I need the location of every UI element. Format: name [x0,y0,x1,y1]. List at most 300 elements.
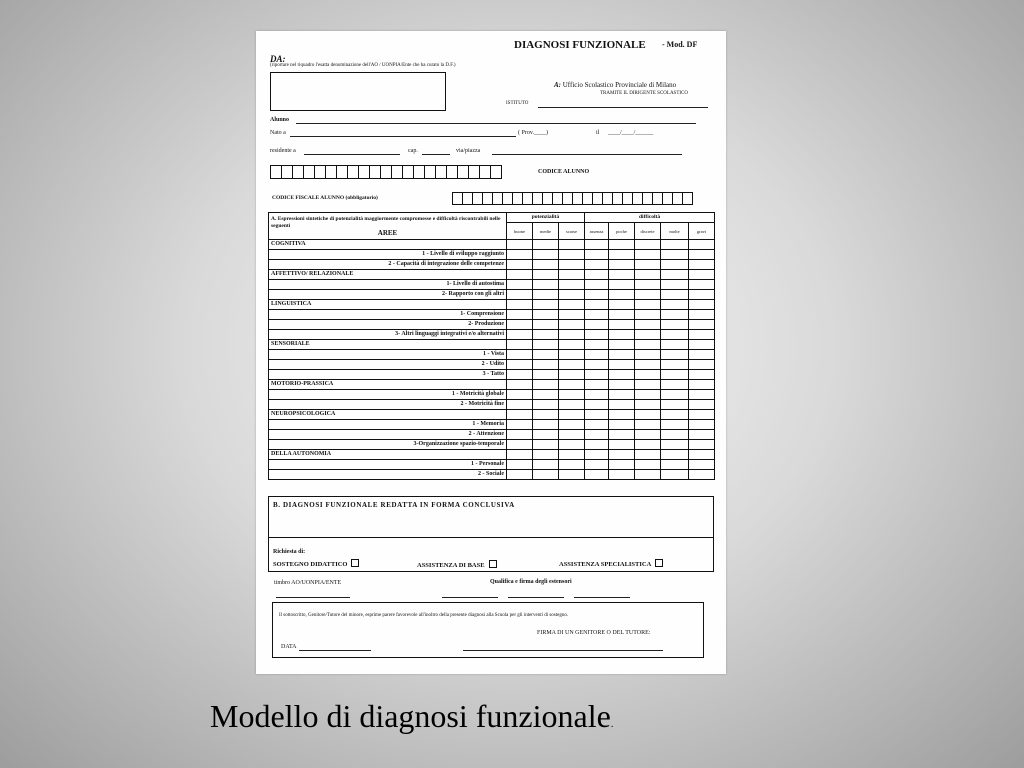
slide-caption: Modello di diagnosi funzionale. [210,698,614,734]
rating-cell[interactable] [689,460,715,470]
subcol-header: assenza [585,223,609,240]
rating-cell[interactable] [507,440,533,450]
item-label: 1- Livello di autostima [269,280,507,290]
rating-cell[interactable] [661,450,689,460]
rating-cell[interactable] [661,310,689,320]
area-label: MOTORIO-PRASSICA [269,380,507,390]
via-line[interactable] [492,154,682,155]
rating-cell[interactable] [661,420,689,430]
rating-cell[interactable] [533,260,559,270]
table-row [269,450,715,460]
rating-cell[interactable] [635,410,661,420]
item-label: 1 - Motricità globale [269,390,507,400]
residente-label: residente a [270,148,296,154]
signature-line-2[interactable] [442,597,498,598]
rating-cell[interactable] [559,400,585,410]
item-label: 3-Organizzazione spazio-temporale [269,440,507,450]
rating-cell[interactable] [533,330,559,340]
rating-cell[interactable] [635,390,661,400]
rating-cell[interactable] [635,460,661,470]
richiesta-box [268,538,714,572]
rating-cell[interactable] [635,290,661,300]
rating-cell[interactable] [689,320,715,330]
istituto-label: ISTITUTO [506,101,529,106]
rating-cell[interactable] [585,380,609,390]
rating-cell[interactable] [507,290,533,300]
rating-cell[interactable] [585,430,609,440]
rating-cell[interactable] [507,330,533,340]
rating-cell[interactable] [507,250,533,260]
rating-cell[interactable] [585,410,609,420]
signature-line-3[interactable] [508,597,564,598]
rating-cell[interactable] [533,420,559,430]
rating-cell[interactable] [609,360,635,370]
rating-cell[interactable] [559,300,585,310]
rating-cell[interactable] [661,300,689,310]
recipient-office: A: Ufficio Scolastico Provinciale di Milano [554,81,677,89]
item-label: 1- Comprensione [269,310,507,320]
rating-cell[interactable] [661,330,689,340]
table-row [269,340,715,350]
rating-cell[interactable] [661,290,689,300]
rating-cell[interactable] [585,320,609,330]
section-a-header: A. Espressioni sintetiche di potenzialità maggiormente compromesse e difficoltà riscontrabili nelle seguenti AREE [269,213,507,240]
rating-cell[interactable] [507,340,533,350]
item-label: 3- Altri linguaggi integrativi e/o alternativi [269,330,507,340]
rating-cell[interactable] [609,380,635,390]
table-row [269,440,715,450]
table-row [269,310,715,320]
rating-cell[interactable] [585,440,609,450]
rating-cell[interactable] [585,340,609,350]
firma-label: FIRMA DI UN GENITORE O DEL TUTORE: [537,630,651,636]
rating-cell[interactable] [661,400,689,410]
rating-cell[interactable] [507,320,533,330]
rating-cell[interactable] [507,280,533,290]
sostegno-checkbox[interactable] [351,559,359,567]
rating-cell[interactable] [689,380,715,390]
rating-cell[interactable] [689,400,715,410]
rating-cell[interactable] [507,450,533,460]
rating-cell[interactable] [635,370,661,380]
timbro-label: timbro AO/UONPIA/ENTE [274,580,342,586]
rating-cell[interactable] [689,310,715,320]
da-label: DA: [270,54,286,64]
rating-cell[interactable] [635,420,661,430]
area-label: LINGUISTICA [269,300,507,310]
rating-cell[interactable] [609,310,635,320]
rating-cell[interactable] [689,370,715,380]
item-label: 2 - Motricità fine [269,400,507,410]
rating-cell[interactable] [507,390,533,400]
rating-cell[interactable] [635,260,661,270]
rating-cell[interactable] [689,410,715,420]
item-label: 1 - Vista [269,350,507,360]
rating-cell[interactable] [609,410,635,420]
rating-cell[interactable] [635,400,661,410]
rating-cell[interactable] [559,370,585,380]
rating-cell[interactable] [533,430,559,440]
rating-cell[interactable] [507,460,533,470]
rating-cell[interactable] [661,350,689,360]
rating-cell[interactable] [585,400,609,410]
consent-text: Il sottoscritto, Genitore/Tutore del minore, esprime parere favorevole all'inoltro della presente diagnosi alla Scuola per gli interventi di sostegno. [279,613,569,618]
cap-line[interactable] [422,154,450,155]
rating-cell[interactable] [533,410,559,420]
rating-cell[interactable] [689,440,715,450]
rating-cell[interactable] [559,420,585,430]
codice-fiscale-cells[interactable] [452,192,692,205]
rating-cell[interactable] [661,260,689,270]
subcol-header: scarse [559,223,585,240]
table-row [269,390,715,400]
item-label: 1 - Personale [269,460,507,470]
firma-line[interactable] [463,650,663,651]
rating-cell[interactable] [585,470,609,480]
rating-cell[interactable] [635,240,661,250]
rating-cell[interactable] [559,390,585,400]
rating-cell[interactable] [559,310,585,320]
rating-cell[interactable] [559,440,585,450]
potenzialita-header: potenzialità [507,213,585,223]
rating-cell[interactable] [635,270,661,280]
rating-cell[interactable] [533,320,559,330]
nato-line[interactable] [290,136,516,137]
table-row [269,320,715,330]
alunno-line[interactable] [296,123,696,124]
rating-cell[interactable] [635,380,661,390]
rating-cell[interactable] [559,340,585,350]
rating-cell[interactable] [609,300,635,310]
codice-alunno-cells[interactable] [270,165,501,179]
rating-cell[interactable] [609,420,635,430]
rating-cell[interactable] [661,410,689,420]
rating-cell[interactable] [559,250,585,260]
rating-cell[interactable] [609,370,635,380]
richiesta-label: Richiesta di: [273,549,306,555]
subcol-header: medie [533,223,559,240]
rating-cell[interactable] [609,270,635,280]
rating-cell[interactable] [507,300,533,310]
assistenza-base-checkbox[interactable] [489,560,497,568]
item-label: 2 - Udito [269,360,507,370]
table-row [269,370,715,380]
rating-cell[interactable] [533,300,559,310]
rating-cell[interactable] [585,240,609,250]
data-label: DATA [281,644,297,650]
residente-line[interactable] [304,154,400,155]
istituto-line[interactable] [538,107,708,108]
nato-label: Nato a [270,130,286,136]
rating-cell[interactable] [609,260,635,270]
area-label: AFFETTIVO/ RELAZIONALE [269,270,507,280]
rating-cell[interactable] [689,420,715,430]
table-row [269,410,715,420]
rating-cell[interactable] [533,390,559,400]
rating-cell[interactable] [609,290,635,300]
rating-cell[interactable] [661,390,689,400]
rating-cell[interactable] [559,450,585,460]
rating-cell[interactable] [661,440,689,450]
rating-cell[interactable] [689,240,715,250]
recipient-via: TRAMITE IL DIRIGENTE SCOLASTICO [600,91,689,96]
item-label: 2 - Attenzione [269,430,507,440]
rating-cell[interactable] [507,260,533,270]
rating-cell[interactable] [635,320,661,330]
rating-cell[interactable] [559,260,585,270]
rating-cell[interactable] [585,260,609,270]
section-b-title: B. DIAGNOSI FUNZIONALE REDATTA IN FORMA CONCLUSIVA [273,501,515,509]
rating-cell[interactable] [609,400,635,410]
rating-cell[interactable] [585,390,609,400]
rating-cell[interactable] [533,450,559,460]
rating-cell[interactable] [689,280,715,290]
area-label: SENSORIALE [269,340,507,350]
rating-cell[interactable] [559,240,585,250]
rating-cell[interactable] [609,240,635,250]
rating-cell[interactable] [609,390,635,400]
rating-cell[interactable] [609,470,635,480]
rating-cell[interactable] [635,440,661,450]
table-row [269,280,715,290]
alunno-label: Alunno [270,117,290,123]
rating-cell[interactable] [585,300,609,310]
rating-cell[interactable] [689,450,715,460]
rating-cell[interactable] [689,360,715,370]
rating-cell[interactable] [585,460,609,470]
rating-cell[interactable] [661,430,689,440]
rating-cell[interactable] [635,340,661,350]
rating-cell[interactable] [559,280,585,290]
rating-cell[interactable] [661,470,689,480]
rating-cell[interactable] [507,410,533,420]
area-label: DELLA AUTONOMIA [269,450,507,460]
subcol-header: discrete [635,223,661,240]
rating-cell[interactable] [585,310,609,320]
rating-cell[interactable] [533,310,559,320]
table-row [269,460,715,470]
rating-cell[interactable] [609,320,635,330]
rating-cell[interactable] [533,400,559,410]
rating-cell[interactable] [609,350,635,360]
rating-cell[interactable] [507,420,533,430]
rating-cell[interactable] [661,360,689,370]
rating-cell[interactable] [635,330,661,340]
item-label: 3 - Tatto [269,370,507,380]
rating-cell[interactable] [689,430,715,440]
rating-cell[interactable] [689,470,715,480]
rating-cell[interactable] [533,460,559,470]
rating-cell[interactable] [585,360,609,370]
rating-cell[interactable] [661,280,689,290]
rating-cell[interactable] [609,330,635,340]
rating-cell[interactable] [533,250,559,260]
rating-cell[interactable] [533,280,559,290]
il-label: il [596,130,600,136]
rating-cell[interactable] [533,440,559,450]
rating-cell[interactable] [507,380,533,390]
rating-cell[interactable] [533,290,559,300]
table-row [269,330,715,340]
rating-cell[interactable] [661,270,689,280]
area-label: COGNITIVA [269,240,507,250]
item-label: 2- Rapporto con gli altri [269,290,507,300]
rating-cell[interactable] [533,350,559,360]
rating-cell[interactable] [585,250,609,260]
rating-cell[interactable] [585,370,609,380]
rating-cell[interactable] [585,420,609,430]
areas-table [268,212,715,480]
table-row [269,470,715,480]
rating-cell[interactable] [609,430,635,440]
table-row [269,430,715,440]
subcol-header: molte [661,223,689,240]
rating-cell[interactable] [635,250,661,260]
rating-cell[interactable] [559,410,585,420]
rating-cell[interactable] [635,300,661,310]
table-row [269,250,715,260]
rating-cell[interactable] [689,300,715,310]
rating-cell[interactable] [507,310,533,320]
cap-label: cap. [408,148,418,154]
rating-cell[interactable] [689,390,715,400]
rating-cell[interactable] [559,380,585,390]
table-row [269,290,715,300]
rating-cell[interactable] [609,340,635,350]
assistenza-base-option[interactable]: ASSISTENZA DI BASE [417,560,497,569]
rating-cell[interactable] [507,430,533,440]
rating-cell[interactable] [635,430,661,440]
qualifica-label: Qualifica e firma degli estensori [490,579,572,585]
rating-cell[interactable] [533,340,559,350]
rating-cell[interactable] [585,270,609,280]
table-row [269,240,715,250]
rating-cell[interactable] [635,360,661,370]
rating-cell[interactable] [689,330,715,340]
rating-cell[interactable] [609,280,635,290]
rating-cell[interactable] [635,280,661,290]
rating-cell[interactable] [533,370,559,380]
form-page [256,31,726,674]
rating-cell[interactable] [507,350,533,360]
rating-cell[interactable] [661,370,689,380]
rating-cell[interactable] [559,320,585,330]
subcol-header: buone [507,223,533,240]
rating-cell[interactable] [559,360,585,370]
rating-cell[interactable] [585,280,609,290]
data-line[interactable] [299,650,371,651]
table-row [269,260,715,270]
rating-cell[interactable] [559,470,585,480]
rating-cell[interactable] [661,320,689,330]
rating-cell[interactable] [507,240,533,250]
rating-cell[interactable] [609,450,635,460]
rating-cell[interactable] [689,260,715,270]
rating-cell[interactable] [559,350,585,360]
rating-cell[interactable] [533,240,559,250]
rating-cell[interactable] [689,290,715,300]
rating-cell[interactable] [585,350,609,360]
signature-line-4[interactable] [574,597,630,598]
rating-cell[interactable] [533,470,559,480]
rating-cell[interactable] [689,350,715,360]
rating-cell[interactable] [507,370,533,380]
rating-cell[interactable] [609,460,635,470]
table-row [269,360,715,370]
rating-cell[interactable] [635,350,661,360]
rating-cell[interactable] [661,460,689,470]
form-mod-label: - Mod. DF [662,40,698,49]
rating-cell[interactable] [635,310,661,320]
rating-cell[interactable] [609,440,635,450]
rating-cell[interactable] [585,330,609,340]
item-label: 2- Produzione [269,320,507,330]
rating-cell[interactable] [661,250,689,260]
rating-cell[interactable] [609,250,635,260]
rating-cell[interactable] [559,290,585,300]
codice-fiscale-label: CODICE FISCALE ALUNNO (obbligatorio) [272,195,378,201]
codice-alunno-label: CODICE ALUNNO [538,169,590,175]
rating-cell[interactable] [533,360,559,370]
table-row [269,420,715,430]
table-row [269,380,715,390]
rating-cell[interactable] [533,380,559,390]
issuer-box[interactable] [270,72,446,111]
area-label: NEUROPSICOLOGICA [269,410,507,420]
table-row [269,300,715,310]
form-title: DIAGNOSI FUNZIONALE [514,39,646,51]
rating-cell[interactable] [585,290,609,300]
table-row [269,270,715,280]
birth-date-field[interactable]: ____/____/______ [608,130,654,136]
rating-cell[interactable] [635,470,661,480]
rating-cell[interactable] [661,240,689,250]
rating-cell[interactable] [689,270,715,280]
rating-cell[interactable] [533,270,559,280]
subcol-header: poche [609,223,635,240]
rating-cell[interactable] [585,450,609,460]
table-row [269,400,715,410]
table-row [269,350,715,360]
rating-cell[interactable] [507,360,533,370]
rating-cell[interactable] [559,330,585,340]
difficolta-header: difficoltà [585,213,715,223]
section-b-box[interactable] [268,496,714,538]
rating-cell[interactable] [661,340,689,350]
assistenza-spec-option[interactable]: ASSISTENZA SPECIALISTICA [559,559,663,568]
rating-cell[interactable] [635,450,661,460]
rating-cell[interactable] [559,270,585,280]
da-note: (riportare nel riquadro l'esatta denominazione dell'AO / UONPIA/Ente che ha curato la D.F.) [270,63,456,68]
sostegno-option[interactable]: SOSTEGNO DIDATTICO [273,559,359,568]
item-label: 1 - Memoria [269,420,507,430]
rating-cell[interactable] [507,470,533,480]
item-label: 1 - Livello di sviluppo raggiunto [269,250,507,260]
rating-cell[interactable] [559,460,585,470]
rating-cell[interactable] [689,340,715,350]
item-label: 2 - Sociale [269,470,507,480]
rating-cell[interactable] [507,400,533,410]
rating-cell[interactable] [507,270,533,280]
rating-cell[interactable] [661,380,689,390]
rating-cell[interactable] [559,430,585,440]
subcol-header: gravi [689,223,715,240]
signature-line-1[interactable] [276,597,350,598]
assistenza-spec-checkbox[interactable] [655,559,663,567]
prov-label: ( Prov.____) [518,130,548,136]
rating-cell[interactable] [689,250,715,260]
consent-box [272,602,704,658]
